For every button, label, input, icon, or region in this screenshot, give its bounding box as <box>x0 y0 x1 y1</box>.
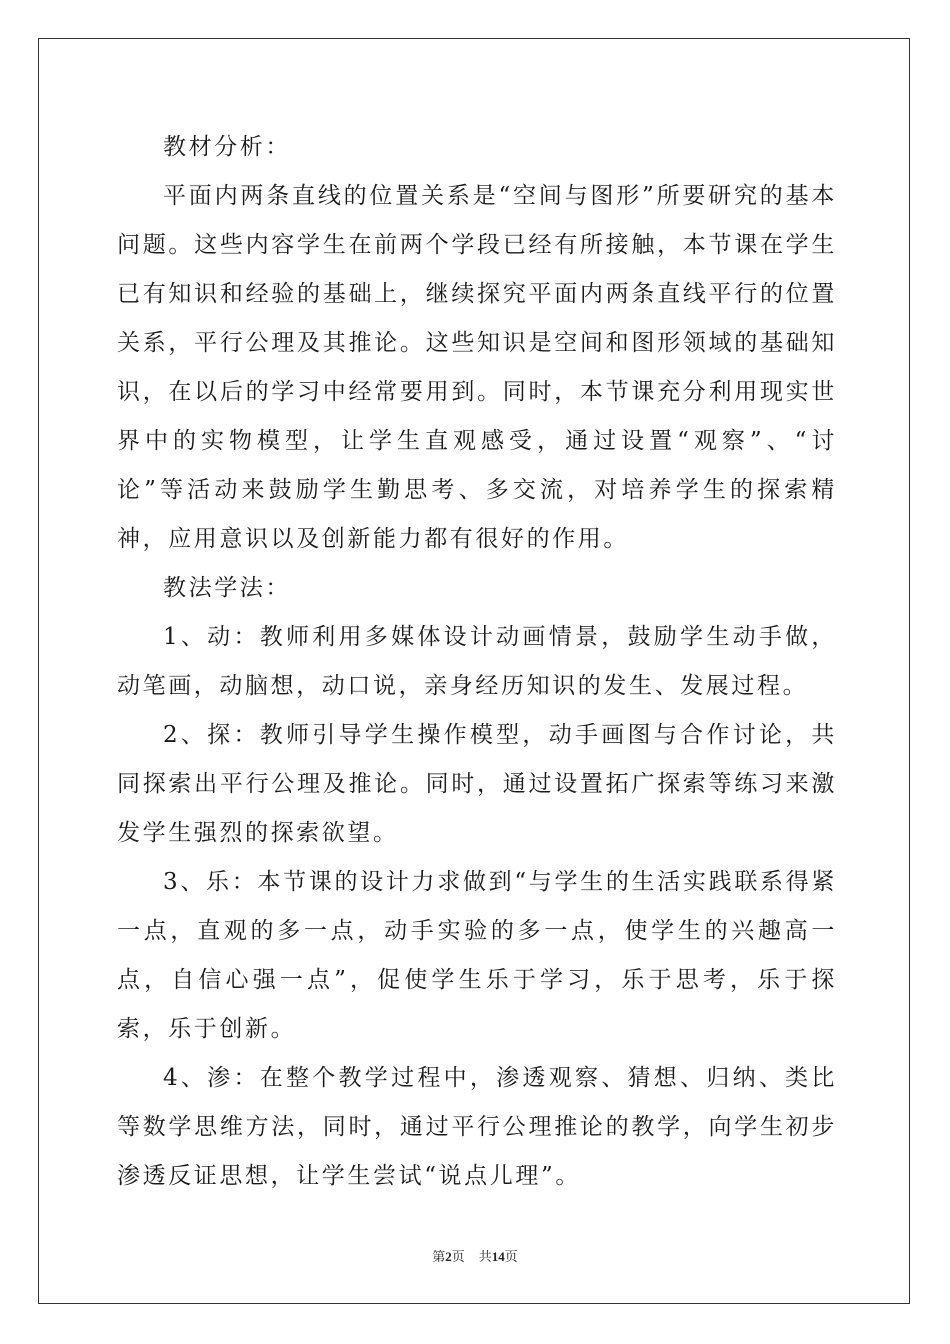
footer-total-suffix: 页 <box>504 1249 518 1264</box>
footer-page-number: 2 <box>445 1249 452 1264</box>
section-heading-teaching-methods: 教法学法： <box>163 575 291 601</box>
footer-total-number: 14 <box>491 1249 505 1264</box>
footer-page-suffix: 页 <box>451 1249 465 1264</box>
paragraph-method-1: 1、动：教师利用多媒体设计动画情景，鼓励学生动手做，动笔画，动脑想，动口说，亲身经历知识的发生、发展过程。 <box>117 624 837 699</box>
paragraph-method-2: 2、探：教师引导学生操作模型，动手画图与合作讨论，共同探索出平行公理及推论。同时，通过设置拓广探索等练习来激发学生强烈的探索欲望。 <box>117 722 837 846</box>
paragraph-method-3: 3、乐：本节课的设计力求做到“与学生的生活实践联系得紧一点，直观的多一点，动手实验的多一点，使学生的兴趣高一点，自信心强一点”，促使学生乐于学习，乐于思考，乐于探索，乐于创新。 <box>117 869 837 1042</box>
paragraph-textbook-analysis: 平面内两条直线的位置关系是“空间与图形”所要研究的基本问题。这些内容学生在前两个学段已经有所接触，本节课在学生已有知识和经验的基础上，继续探究平面内两条直线平行的位置关系，平行公理及其推论。这些知识是空间和图形领域的基础知识，在以后的学习中经常要用到。同时，本节课充分利用现实世界中的实物模型，让学生直观感受，通过设置“观察”、“讨论”等活动来鼓励学生勤思考、多交流，对培养学生的探索精神，应用意识以及创新能力都有很好的作用。 <box>117 183 837 552</box>
paragraph-method-4: 4、渗：在整个教学过程中，渗透观察、猜想、归纳、类比等数学思维方法，同时，通过平行公理推论的教学，向学生初步渗透反证思想，让学生尝试“说点儿理”。 <box>117 1065 837 1189</box>
footer-total-prefix: 共 <box>478 1249 492 1264</box>
footer-page-prefix: 第 <box>432 1249 446 1264</box>
page-footer <box>0 1246 950 1265</box>
document-body <box>117 123 837 1201</box>
section-heading-textbook-analysis: 教材分析： <box>163 134 291 160</box>
